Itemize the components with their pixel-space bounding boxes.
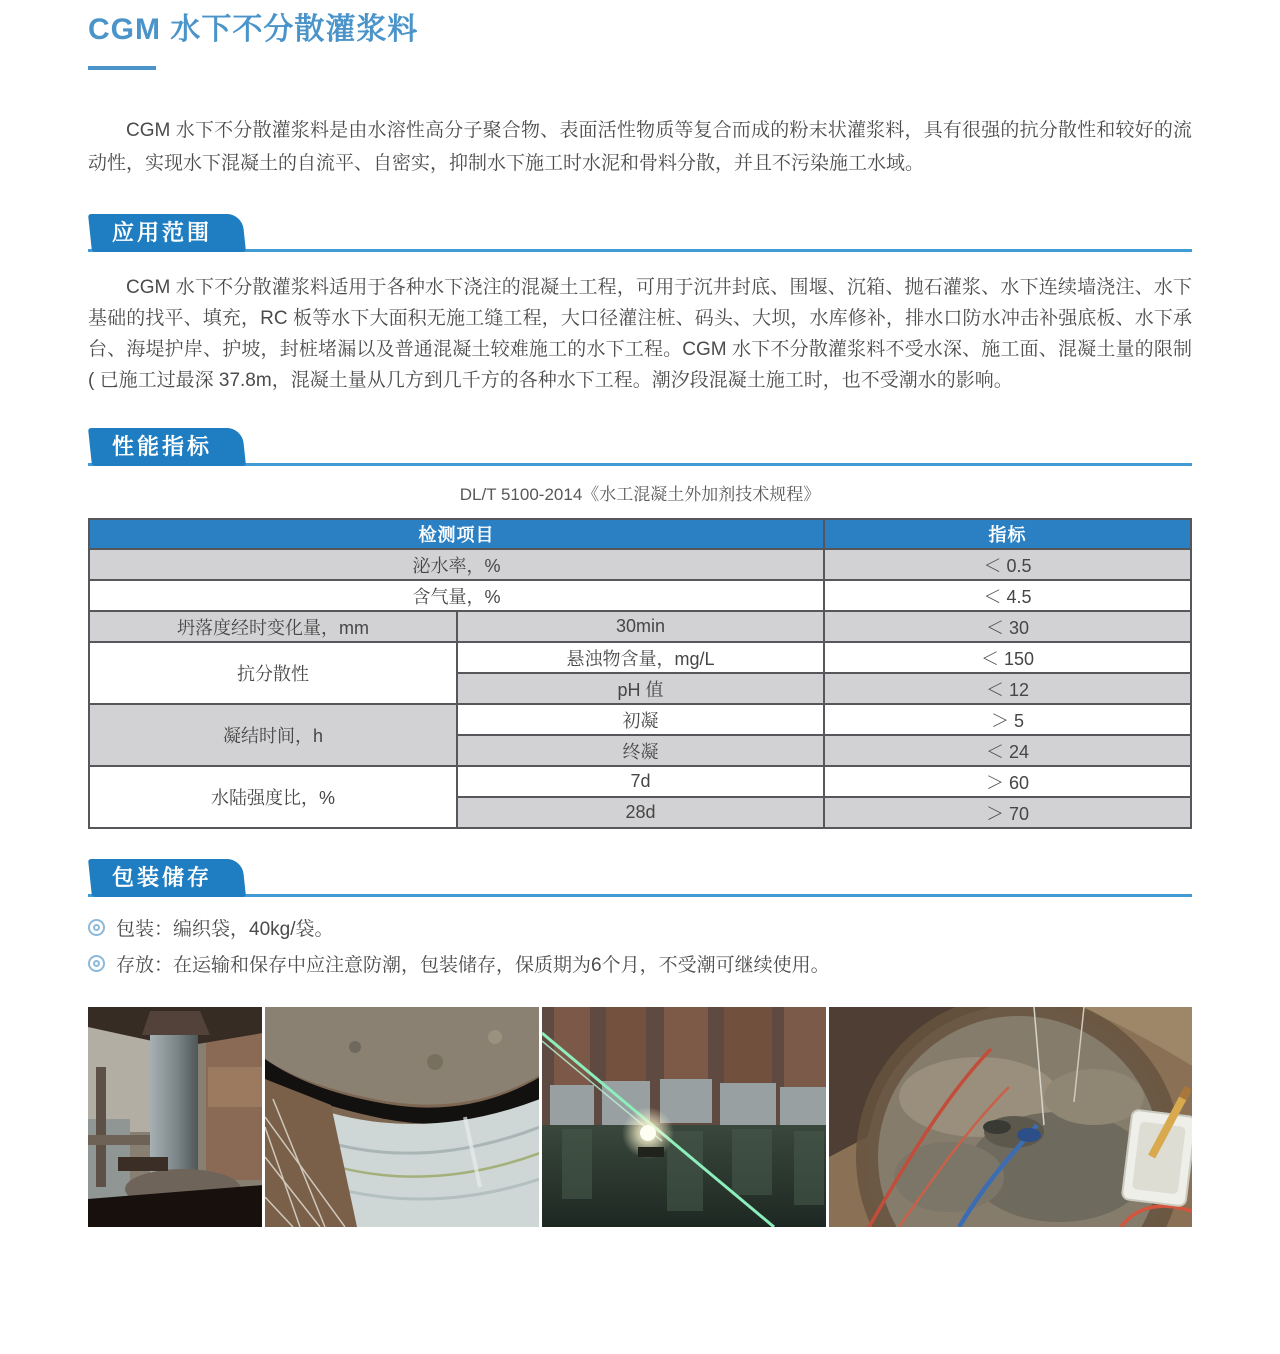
row-setting-value1: ＞ 5 [824, 704, 1191, 735]
packaging-badge-label: 包装储存 [112, 865, 213, 890]
project-photo-strip [88, 1007, 1192, 1227]
section-header-packaging [88, 859, 1192, 897]
application-paragraph: CGM 水下不分散灌浆料适用于各种水下浇注的混凝土工程，可用于沉井封底、围堰、沉箱、抛石灌浆、水下连续墙浇注、水下基础的找平、填充，RC 板等水下大面积无施工缝工程，大口径灌注桩、码头、大坝，水库修补，排水口防水冲击补强底板、水下承台、海堤护岸、护坡，封桩堵漏以及普通混凝土较难施工的水下工程。CGM 水下不分散灌浆料不受水深、施工面、混凝土量的限制 ( 已施工过最深 37.8m，混凝土量从几方到几千方的各种水下工程。潮汐段混凝土施工时，也不受潮水的影响。 [88, 277, 1192, 391]
double-ring-bullet-icon [88, 955, 105, 972]
section-rule [88, 249, 1192, 252]
table-row [89, 580, 1191, 611]
row-bleeding-label: 泌水率，% [89, 549, 824, 580]
photo-pier-column-at-waterside [88, 1007, 262, 1227]
double-ring-bullet-icon [88, 919, 105, 936]
row-setting-value2: ＜ 24 [824, 735, 1191, 766]
row-air-label: 含气量，% [89, 580, 824, 611]
row-bleeding-value: ＜ 0.5 [824, 549, 1191, 580]
packaging-badge [88, 859, 242, 897]
column-header-index: 指标 [824, 519, 1191, 549]
row-strength-value2: ＞ 70 [824, 797, 1191, 828]
performance-badge [88, 428, 242, 466]
row-slump-label: 坍落度经时变化量，mm [89, 611, 457, 642]
section-rule [88, 463, 1192, 466]
table-row [89, 611, 1191, 642]
table-row [89, 549, 1191, 580]
title-underline [88, 66, 156, 70]
row-slump-sub: 30min [457, 611, 824, 642]
table-header-row [89, 519, 1191, 549]
row-strength-sub2: 28d [457, 797, 824, 828]
row-strength-label: 水陆强度比，% [89, 766, 457, 828]
bullet-text: 存放：在运输和保存中应注意防潮，包装储存，保质期为6个月，不受潮可继续使用。 [116, 955, 830, 976]
section-header-application [88, 214, 1192, 252]
double-ring-bullet-icon-inner [93, 924, 100, 931]
performance-table [88, 518, 1192, 829]
standard-caption: DL/T 5100-2014《水工混凝土外加剂技术规程》 [459, 485, 821, 504]
section-rule [88, 894, 1192, 897]
row-dispersion-label: 抗分散性 [89, 642, 457, 704]
double-ring-bullet-icon-inner [93, 960, 100, 967]
row-slump-value: ＜ 30 [824, 611, 1191, 642]
performance-badge-label: 性能指标 [112, 434, 213, 459]
row-dispersion-sub1: 悬浊物含量，mg/L [457, 642, 824, 673]
packaging-bullet [88, 914, 1192, 941]
photo-bridge-piers-night-laser [542, 1007, 826, 1227]
row-air-value: ＜ 4.5 [824, 580, 1191, 611]
page-title: CGM 水下不分散灌浆料 [88, 13, 419, 46]
bullet-text: 包装：编织袋，40kg/袋。 [116, 919, 334, 940]
product-datasheet-page [0, 10, 1280, 1227]
table-row [89, 704, 1191, 735]
row-strength-sub1: 7d [457, 766, 824, 797]
row-strength-value1: ＞ 60 [824, 766, 1191, 797]
section-header-performance [88, 428, 1192, 466]
row-dispersion-value1: ＜ 150 [824, 642, 1191, 673]
table-row [89, 766, 1191, 797]
column-header-item: 检测项目 [89, 519, 824, 549]
intro-paragraph: CGM 水下不分散灌浆料是由水溶性高分子聚合物、表面活性物质等复合而成的粉末状灌浆料，具有很强的抗分散性和较好的流动性，实现水下混凝土的自流平、自密实，抑制水下施工时水泥和骨料分散，并且不污染施工水域。 [88, 120, 1192, 174]
row-dispersion-sub2: pH 值 [457, 673, 824, 704]
application-badge-label: 应用范围 [112, 220, 213, 245]
row-dispersion-value2: ＜ 12 [824, 673, 1191, 704]
application-badge [88, 214, 242, 252]
row-setting-sub2: 终凝 [457, 735, 824, 766]
row-setting-sub1: 初凝 [457, 704, 824, 735]
storage-bullet [88, 950, 1192, 977]
table-row [89, 642, 1191, 673]
row-setting-label: 凝结时间，h [89, 704, 457, 766]
photo-wrapped-pile-closeup [265, 1007, 539, 1227]
photo-caisson-pit-with-cables [829, 1007, 1192, 1227]
